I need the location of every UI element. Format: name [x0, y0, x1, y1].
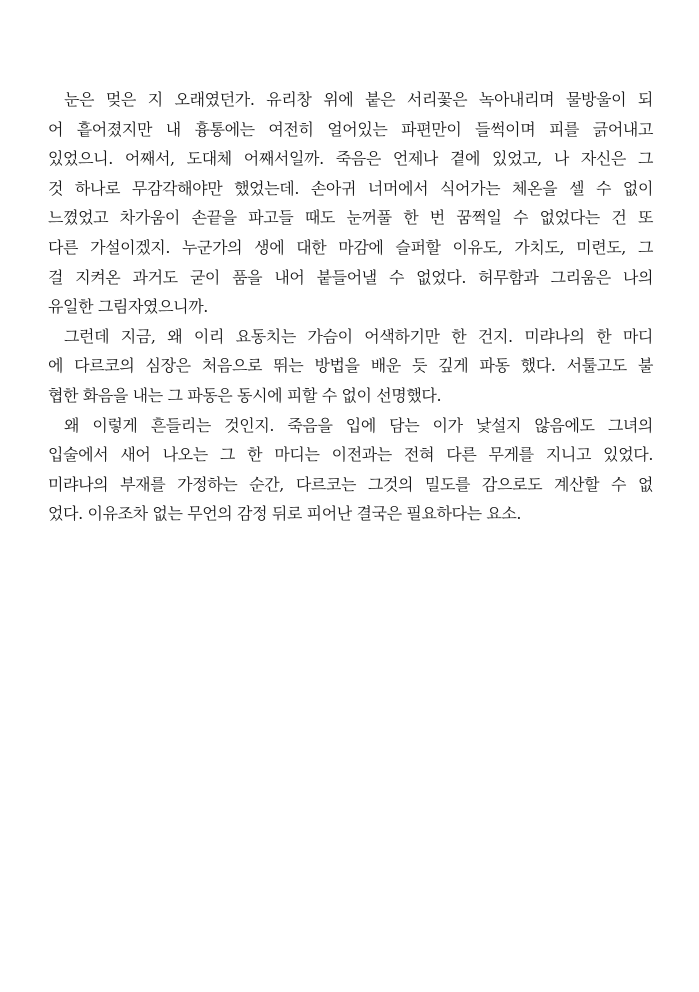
paragraph-1-line-3: 있었으니. 어째서, 도대체 어째서일까. 죽음은 언제나 곁에 있었고, 나 자신은 그 — [48, 149, 653, 169]
paragraph-3-line-1: 왜 이렇게 흔들리는 것인지. 죽음을 입에 담는 이가 낯설지 않음에도 그녀의 — [64, 415, 653, 435]
paragraph-1-line-2: 어 흩어졌지만 내 흉통에는 여전히 얼어있는 파편만이 들썩이며 피를 긁어내고 — [48, 119, 653, 139]
paragraph-1-line-4: 것 하나로 무감각해야만 했었는데. 손아귀 너머에서 식어가는 체온을 셀 수 없이 — [48, 178, 653, 198]
paragraph-3-line-2: 입술에서 새어 나오는 그 한 마디는 이전과는 전혀 다른 무게를 지니고 있었다. — [48, 445, 653, 465]
paragraph-1-line-8: 유일한 그림자였으니까. — [48, 297, 208, 317]
paragraph-2-line-2: 에 다르코의 심장은 처음으로 뛰는 방법을 배운 듯 깊게 파동 했다. 서툴고도 불 — [48, 356, 653, 376]
body-text — [48, 85, 653, 529]
paragraph-1-line-6: 다른 가설이겠지. 누군가의 생에 대한 마감에 슬퍼할 이유도, 가치도, 미련도, 그 — [48, 237, 653, 257]
paragraph-1-line-7: 걸 지켜온 과거도 굳이 품을 내어 붙들어낼 수 없었다. 허무함과 그리움은 나의 — [48, 267, 653, 287]
paragraph-3-line-4: 었다. 이유조차 없는 무언의 감정 뒤로 피어난 결국은 필요하다는 요소. — [48, 504, 522, 524]
paragraph-2-line-1: 그런데 지금, 왜 이리 요동치는 가슴이 어색하기만 한 건지. 미랴나의 한 마디 — [64, 326, 653, 346]
paragraph-3-line-3: 미랴나의 부재를 가정하는 순간, 다르코는 그것의 밀도를 감으로도 계산할 수 없 — [48, 474, 653, 494]
paragraph-1-line-5: 느꼈었고 차가움이 손끝을 파고들 때도 눈꺼풀 한 번 꿈쩍일 수 없었다는 건 또 — [48, 208, 653, 228]
paragraph-1-line-1: 눈은 멎은 지 오래였던가. 유리창 위에 붙은 서리꽃은 녹아내리며 물방울이 되 — [64, 90, 653, 109]
paragraph-2-line-3: 협한 화음을 내는 그 파동은 동시에 피할 수 없이 선명했다. — [48, 385, 442, 405]
